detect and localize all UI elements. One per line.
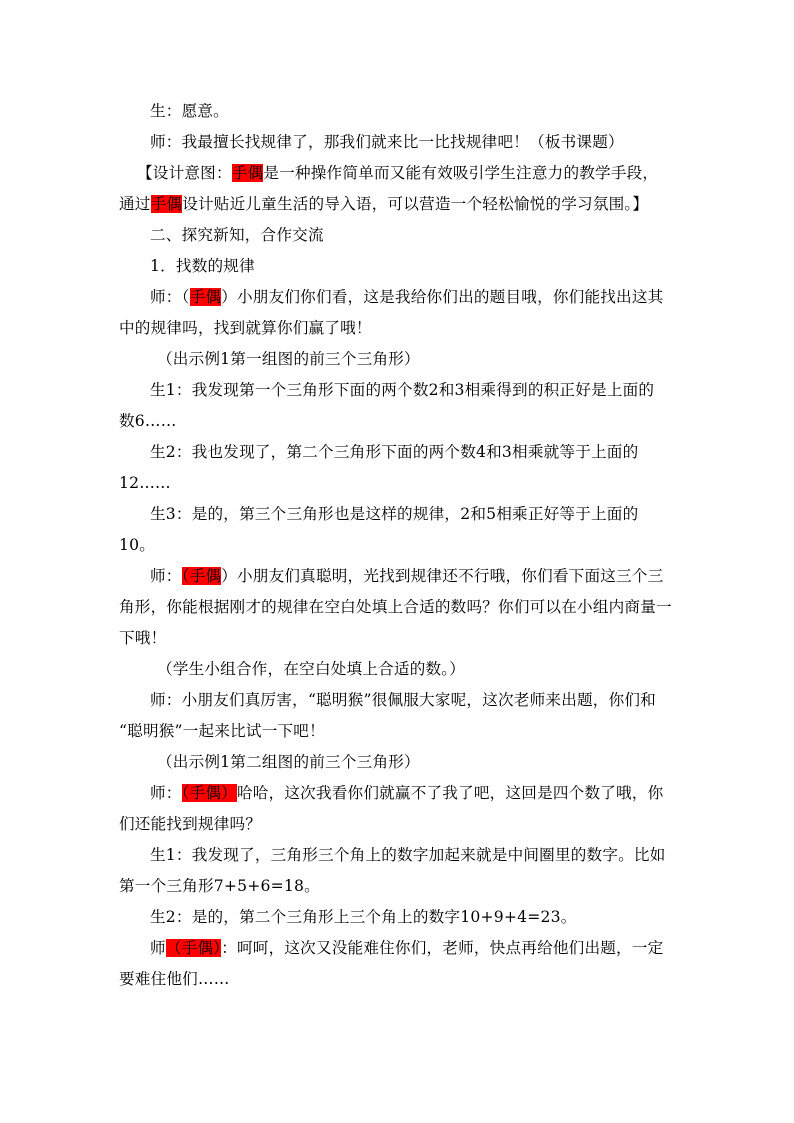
paragraph-teacher-puppet-3 xyxy=(119,778,675,840)
text-line: 第一个三角形7+5+6=18。 xyxy=(119,877,320,895)
text-line: 1．找数的规律 xyxy=(150,257,255,275)
highlight-hand-puppet: （手偶） xyxy=(165,939,222,957)
text-line: 生2：是的，第二个三角形上三个角上的数字10+9+4=23。 xyxy=(150,908,577,926)
paragraph-stage-note-2 xyxy=(119,654,675,685)
text-line: 数6…… xyxy=(119,412,177,430)
text-line: 师：我最擅长找规律了，那我们就来比一比找规律吧！（板书课题） xyxy=(150,133,624,151)
text-line: 师（手偶）：呵呵，这次又没能难住你们，老师，快点再给他们出题，一定 xyxy=(150,939,664,957)
text-line: 二、探究新知，合作交流 xyxy=(150,226,324,244)
text-line: （学生小组合作，在空白处填上合适的数。） xyxy=(157,660,466,678)
text-line: 12…… xyxy=(119,474,171,492)
section-heading xyxy=(119,220,675,251)
paragraph-stage-note-3 xyxy=(119,747,675,778)
text-line: 要难住他们…… xyxy=(119,970,230,988)
paragraph-student-3 xyxy=(119,499,675,561)
paragraph-student-2 xyxy=(119,437,675,499)
highlight-hand-puppet: 手偶 xyxy=(150,195,183,213)
text-line: 生3：是的，第三个三角形也是这样的规律，2和5相乘正好等于上面的 xyxy=(150,505,639,523)
paragraph-student-1 xyxy=(119,375,675,437)
text-line: 10。 xyxy=(119,536,156,554)
text-line: 师：（手偶）小朋友们你们看，这是我给你们出的题目哦，你们能找出这其 xyxy=(150,288,664,306)
text-line: 【设计意图：手偶是一种操作简单而又能有效吸引学生注意力的教学手段， xyxy=(137,164,659,182)
text-line: （出示例1第二组图的前三个三角形） xyxy=(157,753,420,771)
paragraph-teacher-intro xyxy=(119,127,675,158)
document-page xyxy=(119,96,675,995)
paragraph-stage-note-1 xyxy=(119,344,675,375)
highlight-hand-puppet: 手偶 xyxy=(189,288,222,306)
text-line: 师：（手偶）哈哈，这次我看你们就赢不了我了吧，这回是四个数了哦，你 xyxy=(150,784,664,802)
paragraph-teacher-puppet-4 xyxy=(119,933,675,995)
highlight-hand-puppet: （手偶） xyxy=(181,784,237,802)
text-line: 生：愿意。 xyxy=(150,102,229,120)
text-line: 下哦！ xyxy=(119,629,167,647)
paragraph-teacher-puppet-1 xyxy=(119,282,675,344)
text-line: （出示例1第一组图的前三个三角形） xyxy=(157,350,420,368)
subsection-heading xyxy=(119,251,675,282)
text-line: 生1：我发现第一个三角形下面的两个数2和3相乘得到的积正好是上面的 xyxy=(150,381,655,399)
paragraph-teacher-puppet-2 xyxy=(119,561,675,654)
paragraph-teacher-clever-monkey xyxy=(119,685,675,747)
highlight-hand-puppet: 手偶 xyxy=(231,164,264,182)
text-line: 生2：我也发现了，第二个三角形下面的两个数4和3相乘就等于上面的 xyxy=(150,443,639,461)
text-line: 师：小朋友们真厉害，“聪明猴”很佩服大家呢，这次老师来出题，你们和 xyxy=(150,691,656,709)
highlight-hand-puppet: （手偶 xyxy=(181,567,222,585)
text-line: 通过手偶设计贴近儿童生活的导入语，可以营造一个轻松愉悦的学习氛围。】 xyxy=(119,195,649,213)
paragraph-student-4 xyxy=(119,840,675,902)
text-line: 们还能找到规律吗？ xyxy=(119,815,262,833)
paragraph-student-5 xyxy=(119,902,675,933)
text-line: 师：（手偶）小朋友们真聪明，光找到规律还不行哦，你们看下面这三个三 xyxy=(150,567,664,585)
text-line: “聪明猴”一起来比试一下吧！ xyxy=(119,722,325,740)
text-line: 中的规律吗，找到就算你们赢了哦！ xyxy=(119,319,372,337)
paragraph-student-agree xyxy=(119,96,675,127)
text-line: 生1：我发现了，三角形三个角上的数字加起来就是中间圈里的数字。比如 xyxy=(150,846,666,864)
paragraph-design-intent xyxy=(119,158,675,220)
text-line: 角形，你能根据刚才的规律在空白处填上合适的数吗？你们可以在小组内商量一 xyxy=(119,598,672,616)
